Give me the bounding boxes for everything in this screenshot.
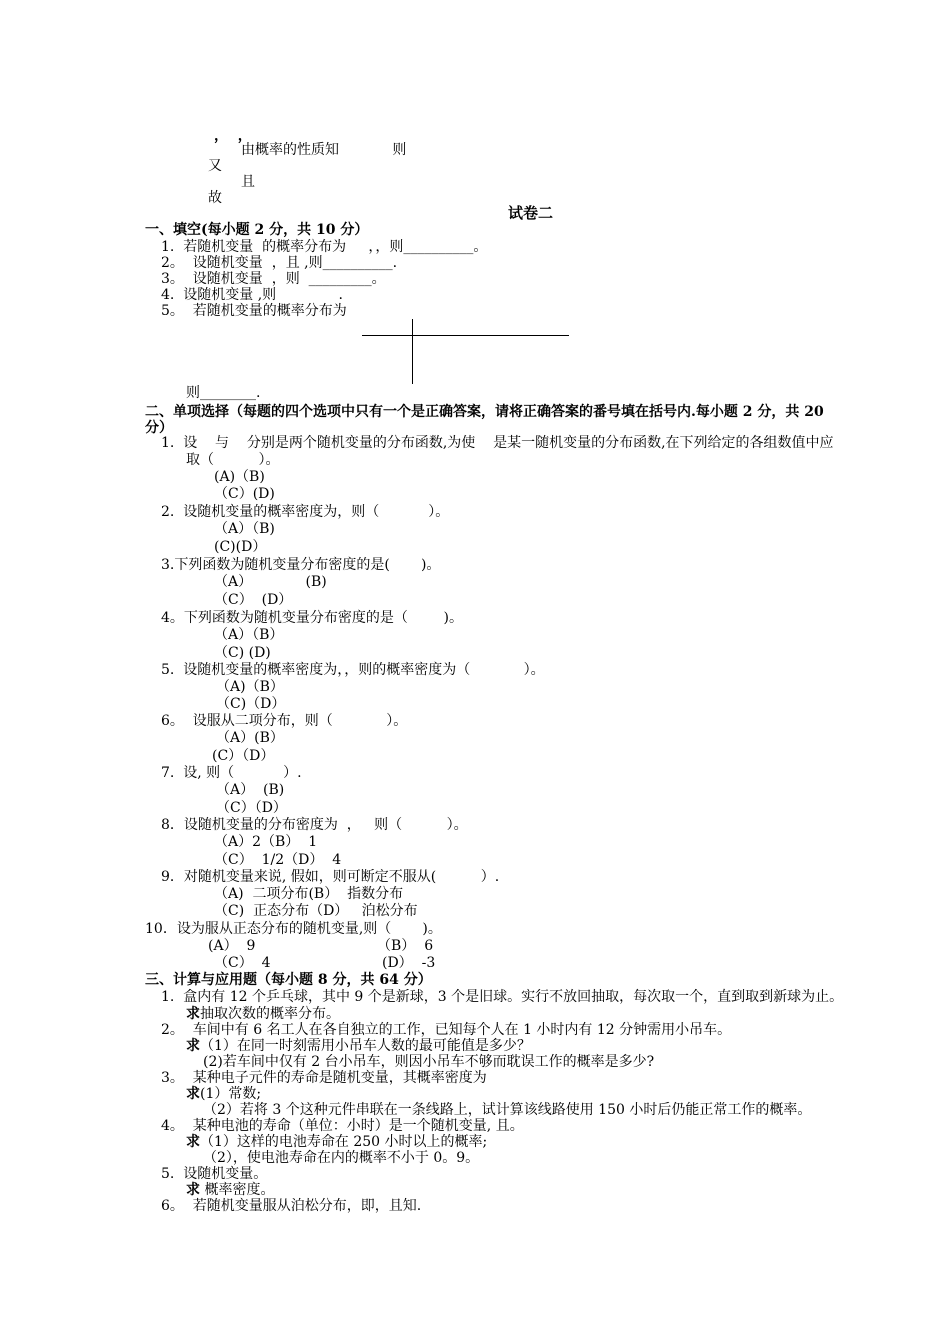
- paper-title: 试卷二: [508, 204, 554, 222]
- section1-heading: 一、填空(每小题 2 分，共 10 分）: [145, 222, 369, 238]
- s2-q9-ab: （A) 二项分布(B） 指数分布: [214, 886, 404, 902]
- s2-q10-d: (D） -3: [382, 955, 436, 971]
- s1-q5: 5。 若随机变量的概率分布为: [161, 303, 347, 319]
- s2-q1-cd: （C）(D): [214, 486, 275, 502]
- s1-q5-tail: 则________.: [186, 385, 261, 401]
- s2-q3-ab: （A） (B): [214, 574, 327, 590]
- s2-q6: 6。 设服从二项分布，则（ ）。: [161, 713, 408, 729]
- s2-q7-ab: （A） (B): [216, 782, 285, 798]
- s2-q3: 3.下列函数为随机变量分布密度的是( )。: [161, 557, 441, 573]
- s3-q3: 3。 某种电子元件的寿命是随机变量，其概率密度为: [161, 1070, 487, 1086]
- s2-q2-ab: （A）（B): [214, 521, 275, 537]
- section3-heading: 三、计算与应用题（每小题 8 分，共 64 分）: [145, 972, 432, 988]
- s3-q1: 1. 盒内有 12 个乒乓球，其中 9 个是新球，3 个是旧球。实行不放回抽取，每次取一个，直到取到新球为止。: [161, 989, 844, 1005]
- s3-q5-req: 概率密度。: [200, 1182, 275, 1198]
- s2-q4-ab: （A）（B）: [214, 627, 284, 643]
- s3-q1-req: 抽取次数的概率分布。: [200, 1006, 340, 1022]
- s2-q7: 7. 设, 则（ ）.: [161, 765, 302, 781]
- s2-q10-a: (A） 9: [208, 938, 256, 954]
- s3-q4: 4。 某种电池的寿命（单位：小时）是一个随机变量, 且。: [161, 1118, 524, 1134]
- s3-q6: 6。 若随机变量服从泊松分布，即，且知.: [161, 1198, 422, 1214]
- s2-q1-ab: (A)（B): [214, 469, 265, 485]
- s2-q10-b: （B） 6: [377, 938, 434, 954]
- section2-heading: 二、单项选择（每题的四个选项中只有一个是正确答案，请将正确答案的番号填在括号内.每小题 2 分，共 20: [145, 404, 824, 420]
- s2-q2-cd: (C)(D）: [214, 539, 267, 555]
- s2-q10-c: （C） 4: [214, 955, 271, 971]
- s2-q10: 10．设为服从正态分布的随机变量,则（ )。: [145, 921, 442, 937]
- s2-q8: 8．设随机变量的分布密度为 ， 则（ ）。: [161, 817, 468, 833]
- dist-table-hline: [362, 335, 569, 336]
- top-qie: 且: [241, 174, 255, 190]
- s2-q4: 4。下列函数为随机变量分布密度的是（ )。: [161, 610, 463, 626]
- s2-q8-ab: （A）2（B） 1: [214, 834, 318, 850]
- s2-q5-cd: （C)（D）: [216, 696, 286, 712]
- s3-q2-req2: (2)若车间中仅有 2 台小吊车，则因小吊车不够而耽误工作的概率是多少?: [203, 1054, 655, 1070]
- s2-q1-cont: 取（ ）。: [186, 452, 280, 468]
- dist-table-vline: [412, 319, 413, 384]
- s2-q6-cd: (C）（D）: [212, 748, 275, 764]
- s3-q2-req1: （1）在同一时刻需用小吊车人数的最可能值是多少？: [200, 1038, 531, 1054]
- s2-q7-cd: （C）（D）: [216, 800, 287, 816]
- s2-q9: 9．对随机变量来说, 假如，则可断定不服从( ）.: [161, 869, 500, 885]
- s2-q1: 1. 设 与 分别是两个随机变量的分布函数,为使 是某一随机变量的分布函数,在下列给定的各组数值中应: [161, 435, 834, 451]
- s1-q1: 1. 若随机变量 的概率分布为 ，，则__________。: [161, 239, 488, 255]
- top-line2: 由概率的性质知 则: [241, 142, 407, 158]
- s3-q3-qiu: 求: [186, 1086, 200, 1102]
- s3-q3-req1: (1）常数;: [200, 1086, 262, 1102]
- s3-q4-qiu: 求: [186, 1134, 200, 1150]
- top-you: 又: [208, 158, 222, 174]
- s2-q9-cd: （C) 正态分布（D） 泊松分布: [214, 903, 418, 919]
- s2-q2: 2. 设随机变量的概率密度为，则（ ）。: [161, 504, 450, 520]
- s2-q3-cd: （C） (D）: [214, 592, 293, 608]
- s3-q4-req2: （2），使电池寿命在内的概率不小于 0。9。: [203, 1150, 480, 1166]
- s2-q6-ab: （A）(B）: [216, 730, 284, 746]
- s3-q5-qiu: 求: [186, 1182, 200, 1198]
- s2-q4-cd: （C) (D): [214, 645, 271, 661]
- top-gu: 故: [208, 190, 222, 206]
- s1-q4: 4. 设随机变量 ,则 .: [161, 287, 343, 303]
- s3-q3-req2: （2）若将 3 个这种元件串联在一条线路上，试计算该线路使用 150 小时后仍能正常工作的概率。: [203, 1102, 812, 1118]
- s1-q2: 2。 设随机变量 ，且 ,则__________.: [161, 255, 398, 271]
- s3-q5: 5. 设随机变量。: [161, 1166, 268, 1182]
- section2-heading-cont: 分）: [145, 420, 173, 436]
- s2-q8-cd: （C） 1/2（D） 4: [214, 852, 342, 868]
- s3-q2: 2。 车间中有 6 名工人在各自独立的工作，已知每个人在 1 小时内有 12 分钟需用小吊车。: [161, 1022, 732, 1038]
- s3-q4-req1: （1）这样的电池寿命在 250 小时以上的概率;: [200, 1134, 488, 1150]
- top-commas: ， ，: [214, 128, 252, 144]
- s2-q5: 5. 设随机变量的概率密度为，，则的概率密度为（ ）。: [161, 662, 545, 678]
- s1-q3: 3。 设随机变量 ，则 _________。: [161, 271, 386, 287]
- s3-q1-qiu: 求: [186, 1006, 200, 1022]
- s3-q2-qiu: 求: [186, 1038, 200, 1054]
- s2-q5-ab: （A)（B）: [216, 679, 284, 695]
